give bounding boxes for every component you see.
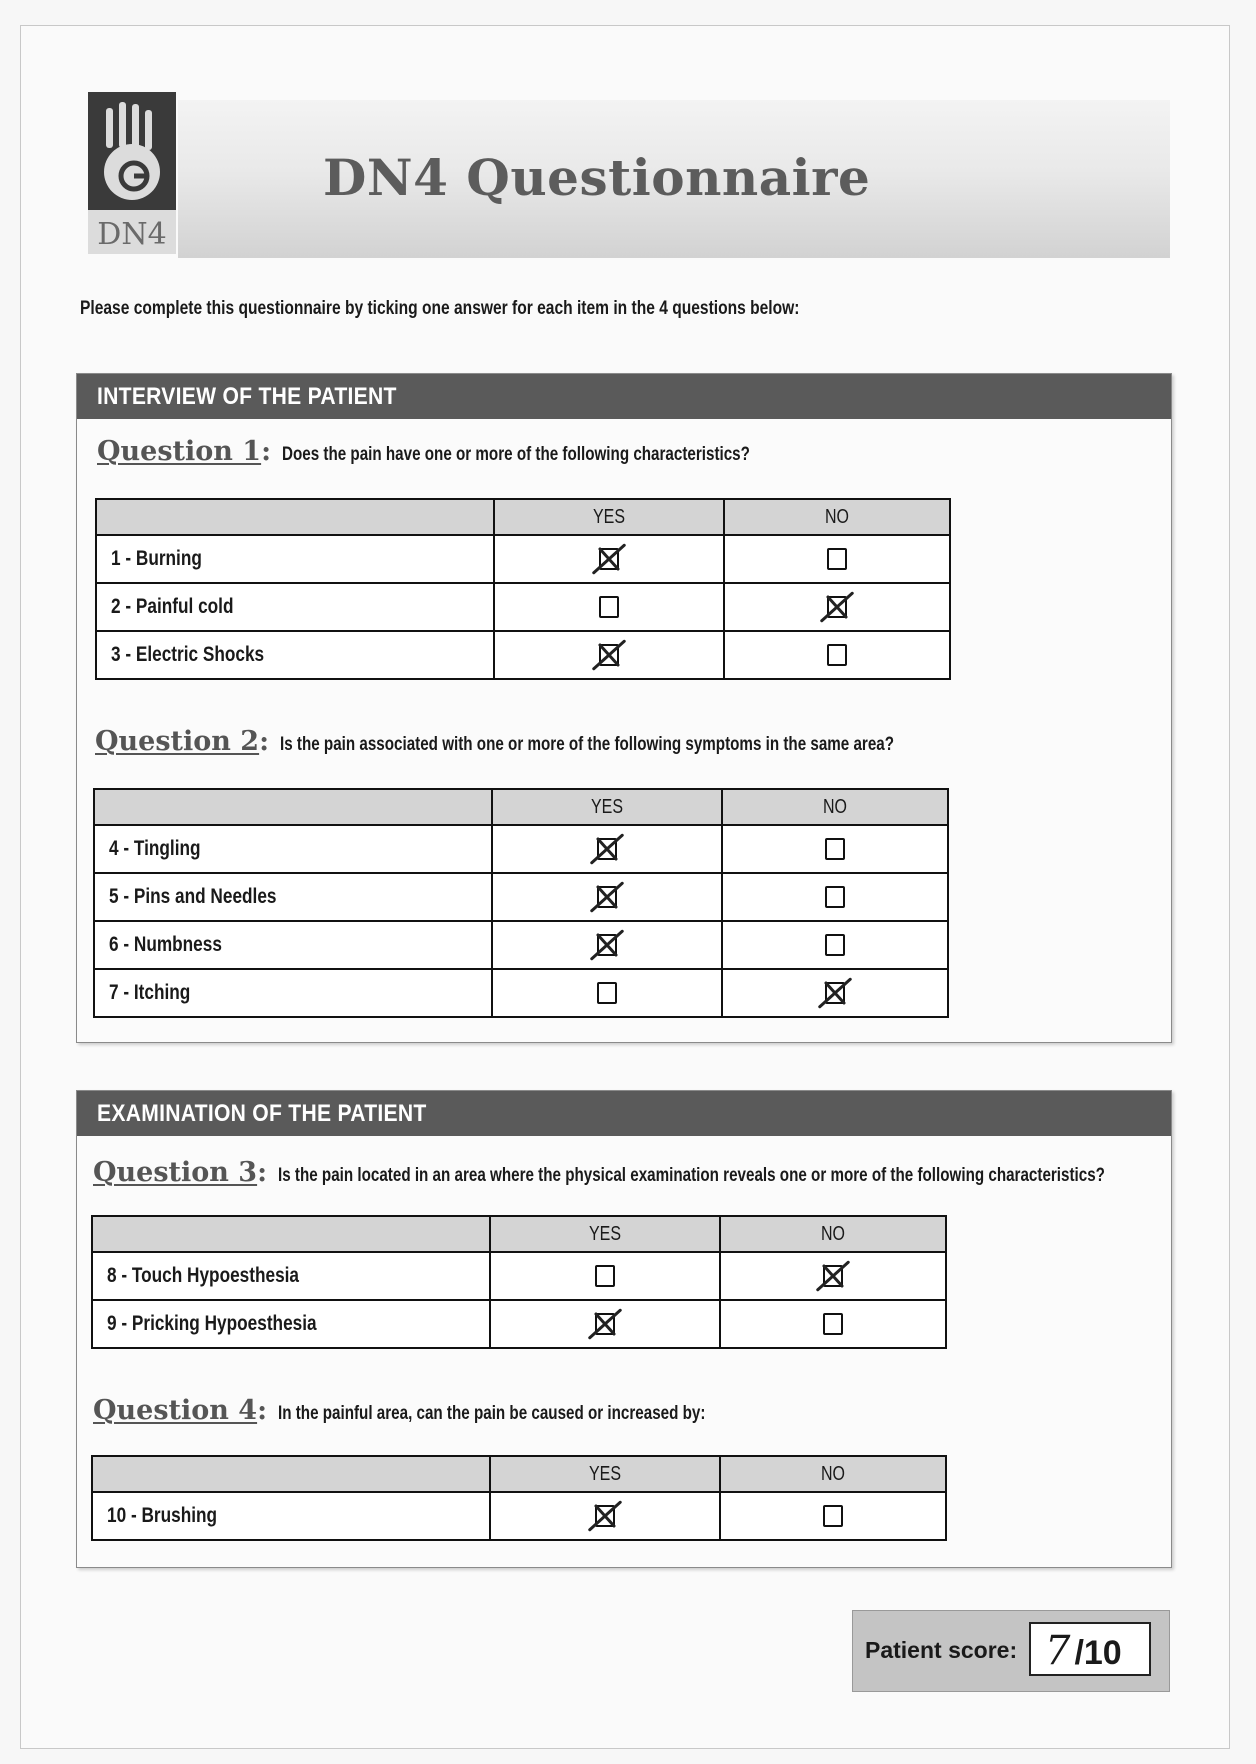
yes-checkbox[interactable] [599, 644, 619, 666]
question-4: Question 4: In the painful area, can the pain be caused or increased by: [93, 1395, 705, 1426]
item-label: 3 - Electric Shocks [96, 631, 494, 679]
table-row [94, 921, 948, 969]
item-label: 2 - Painful cold [96, 583, 494, 631]
yes-checkbox[interactable] [597, 886, 617, 908]
score-label: Patient score: [865, 1637, 1018, 1663]
table-row [94, 825, 948, 873]
table-row [96, 535, 950, 583]
table-row [92, 1252, 946, 1300]
item-label: 8 - Touch Hypoesthesia [92, 1252, 490, 1300]
section-title: INTERVIEW OF THE PATIENT [77, 374, 1171, 419]
score-value: 7 [1045, 1628, 1071, 1674]
no-column-header: NO [722, 789, 948, 825]
yes-checkbox[interactable] [599, 548, 619, 570]
question-1: Question 1: Does the pain have one or more of the following characteristics? [97, 436, 750, 467]
yes-checkbox[interactable] [597, 934, 617, 956]
question-2-table [93, 788, 949, 1018]
item-label: 5 - Pins and Needles [94, 873, 492, 921]
section-examination [76, 1090, 1172, 1568]
logo-text: DN4 [97, 217, 167, 252]
question-label: Question 2 [95, 726, 260, 757]
section-interview [76, 373, 1172, 1043]
item-label: 9 - Pricking Hypoesthesia [92, 1300, 490, 1348]
no-checkbox[interactable] [823, 1265, 843, 1287]
table-row [92, 1492, 946, 1540]
no-checkbox[interactable] [827, 596, 847, 618]
no-checkbox[interactable] [825, 838, 845, 860]
question-4-table [91, 1455, 947, 1541]
page-title: DN4 Questionnaire [323, 148, 871, 207]
yes-column-header: YES [490, 1216, 720, 1252]
no-checkbox[interactable] [825, 886, 845, 908]
table-row [96, 583, 950, 631]
no-checkbox[interactable] [823, 1505, 843, 1527]
no-checkbox[interactable] [827, 644, 847, 666]
question-text: In the painful area, can the pain be caused or increased by: [277, 1403, 705, 1424]
yes-checkbox[interactable] [597, 982, 617, 1004]
score-max: /10 [1074, 1634, 1122, 1672]
item-label: 4 - Tingling [94, 825, 492, 873]
question-3-table [91, 1215, 947, 1349]
no-column-header: NO [720, 1216, 946, 1252]
question-text: Does the pain have one or more of the following characteristics? [281, 444, 750, 465]
dn4-logo [88, 92, 176, 254]
question-1-table [95, 498, 951, 680]
no-checkbox[interactable] [825, 934, 845, 956]
no-checkbox[interactable] [825, 982, 845, 1004]
yes-checkbox[interactable] [595, 1505, 615, 1527]
no-column-header: NO [724, 499, 950, 535]
question-text: Is the pain located in an area where the physical examination reveals one or more of the following characteristics? [277, 1165, 1105, 1186]
question-label: Question 1 [97, 436, 262, 467]
no-checkbox[interactable] [827, 548, 847, 570]
yes-column-header: YES [494, 499, 724, 535]
score-field[interactable] [1029, 1622, 1151, 1676]
yes-checkbox[interactable] [595, 1313, 615, 1335]
table-row [94, 969, 948, 1017]
item-label: 1 - Burning [96, 535, 494, 583]
table-row [94, 873, 948, 921]
yes-checkbox[interactable] [595, 1265, 615, 1287]
no-column-header: NO [720, 1456, 946, 1492]
title-banner [178, 100, 1170, 258]
yes-checkbox[interactable] [597, 838, 617, 860]
question-3: Question 3: Is the pain located in an area where the physical examination reveals one or more of the following characteristics? [93, 1157, 1105, 1188]
table-row [96, 631, 950, 679]
yes-column-header: YES [492, 789, 722, 825]
question-2: Question 2: Is the pain associated with one or more of the following symptoms in the same area? [95, 726, 894, 757]
question-text: Is the pain associated with one or more of the following symptoms in the same area? [279, 734, 894, 755]
intro-text: Please complete this questionnaire by ticking one answer for each item in the 4 questions below: [80, 298, 800, 319]
item-label: 6 - Numbness [94, 921, 492, 969]
no-checkbox[interactable] [823, 1313, 843, 1335]
item-label: 7 - Itching [94, 969, 492, 1017]
table-row [92, 1300, 946, 1348]
section-title: EXAMINATION OF THE PATIENT [77, 1091, 1171, 1136]
question-label: Question 4 [93, 1395, 258, 1426]
yes-column-header: YES [490, 1456, 720, 1492]
patient-score-box [852, 1610, 1170, 1692]
question-label: Question 3 [93, 1157, 258, 1188]
yes-checkbox[interactable] [599, 596, 619, 618]
item-label: 10 - Brushing [92, 1492, 490, 1540]
